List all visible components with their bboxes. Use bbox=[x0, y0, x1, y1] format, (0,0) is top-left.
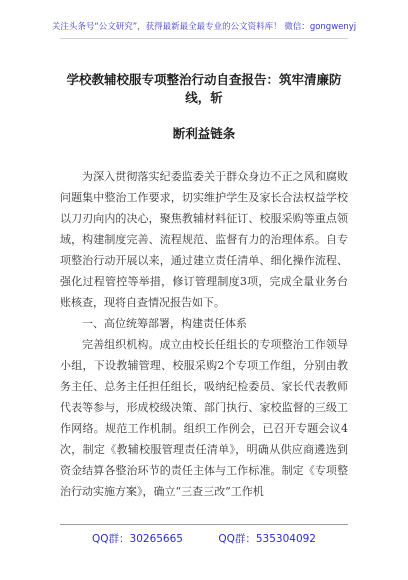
footer-qq-group-1: QQ群：30265665 bbox=[92, 533, 183, 545]
document-body bbox=[60, 166, 348, 502]
header-note: 关注头条号“公文研究”，获得最新最全最专业的公文资料库！ 微信：gongwenyj bbox=[51, 22, 357, 32]
section-heading: 一、高位统筹部署，构建责任体系 bbox=[82, 317, 247, 330]
footer bbox=[0, 531, 408, 546]
header-divider bbox=[60, 38, 348, 39]
document-title-line-1: 学校教辅校服专项整治行动自查报告：筑牢清廉防线，斩 bbox=[66, 72, 342, 105]
footer-qq-group-2: QQ群：535304092 bbox=[218, 533, 316, 545]
document-title-line-2: 断利益链条 bbox=[172, 126, 236, 141]
footer-divider bbox=[60, 524, 348, 525]
body-paragraph: 为深入贯彻落实纪委监委关于群众身边不正之风和腐败问题集中整治工作要求，切实维护学生及家长合法权益学校以刀刃向内的决心，聚焦教辅材料征订、校服采购等重点领域，构建制度完善、流程规范、监督有力的治理体系。自专项整治行动开展以来，通过建立责任清单、细化操作流程、强化过程管控等举措，修订管理制度3项，完成全量业务台账核查，现将自查情况报告如下。 bbox=[60, 170, 348, 309]
body-paragraph: 完善组织机构。成立由校长任组长的专项整治工作领导小组，下设教辅管理、校服采购2个专项工作组，分别由教务主任、总务主任担任组长，吸纳纪检委员、家长代表教师代表等参与，形成校级决策、部门执行、家校监督的三级工作网络。规范工作机制。组织工作例会，已召开专题会议4次，制定《教辅校服管理责任清单》，明确从供应商遴选到资金结算各整治环节的责任主体与工作标准。制定《专项整治行动实施方案》，确立“三查三改”工作机 bbox=[60, 338, 348, 498]
